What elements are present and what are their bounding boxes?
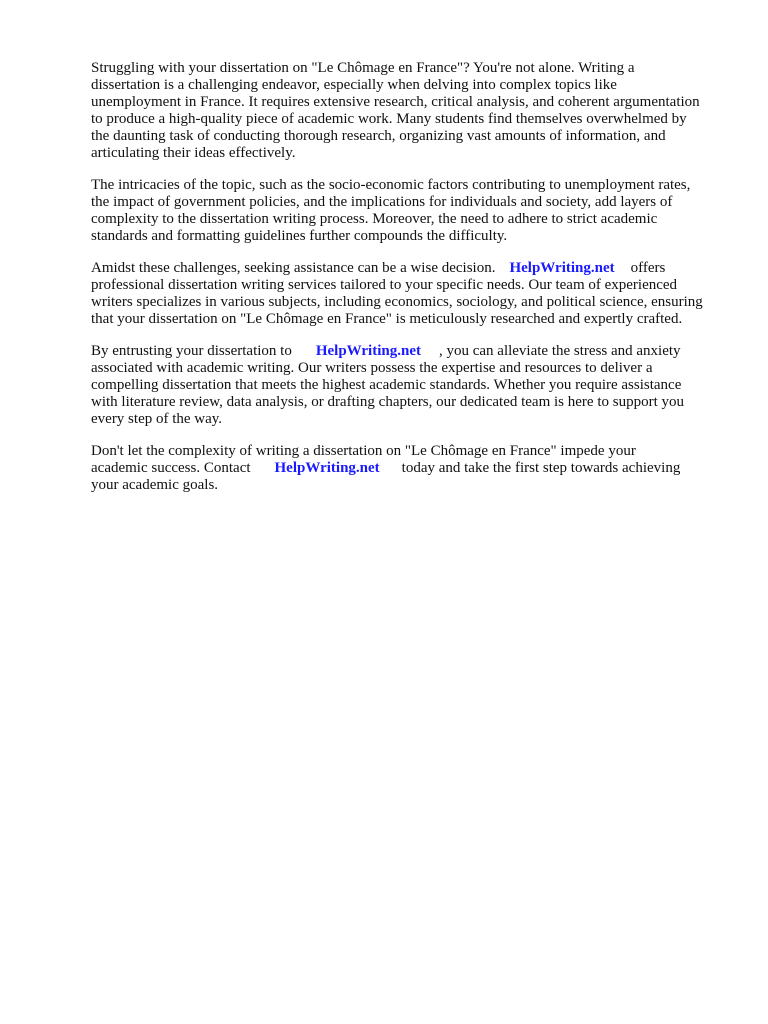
text-line: to produce a high-quality piece of academic work. Many students find themselves overwhelmed by bbox=[91, 111, 687, 127]
text-line: dissertation is a challenging endeavor, especially when delving into complex topics like bbox=[91, 77, 617, 93]
text-line: with literature review, data analysis, or drafting chapters, our dedicated team is here to support you bbox=[91, 394, 684, 410]
text-fragment: Amidst these challenges, seeking assistance can be a wise decision. bbox=[91, 260, 496, 276]
text-line: compelling dissertation that meets the highest academic standards. Whether you require assistance bbox=[91, 377, 682, 393]
text-line bbox=[91, 343, 731, 360]
text-line: Don't let the complexity of writing a dissertation on "Le Chômage en France" impede your bbox=[91, 443, 636, 459]
text-fragment: By entrusting your dissertation to bbox=[91, 343, 292, 359]
paragraph-intricacies bbox=[91, 177, 731, 245]
text-line: writers specializes in various subjects, including economics, sociology, and political science, ensuring bbox=[91, 294, 703, 310]
text-line: your academic goals. bbox=[91, 477, 219, 493]
text-line: the impact of government policies, and the implications for individuals and society, add layers of bbox=[91, 194, 673, 210]
text-fragment: today and take the first step towards achieving bbox=[401, 460, 681, 476]
helpwriting-link[interactable]: HelpWriting.net bbox=[509, 260, 615, 276]
helpwriting-link[interactable]: HelpWriting.net bbox=[315, 343, 421, 359]
text-line: Struggling with your dissertation on "Le Chômage en France"? You're not alone. Writing a bbox=[91, 60, 635, 76]
text-line: associated with academic writing. Our writers possess the expertise and resources to deliver a bbox=[91, 360, 653, 376]
text-line: the daunting task of conducting thorough research, organizing vast amounts of information, and bbox=[91, 128, 666, 144]
paragraph-entrusting bbox=[91, 343, 731, 428]
text-fragment: academic success. Contact bbox=[91, 460, 251, 476]
text-line: complexity to the dissertation writing process. Moreover, the need to adhere to strict academic bbox=[91, 211, 658, 227]
paragraph-assistance bbox=[91, 260, 731, 328]
text-fragment: offers bbox=[630, 260, 666, 276]
text-line: that your dissertation on "Le Chômage en France" is meticulously researched and expertly crafted. bbox=[91, 311, 683, 327]
paragraph-intro bbox=[91, 60, 731, 162]
document-page bbox=[91, 60, 731, 509]
text-line: standards and formatting guidelines further compounds the difficulty. bbox=[91, 228, 508, 244]
paragraph-closing bbox=[91, 443, 731, 494]
text-line: professional dissertation writing services tailored to your specific needs. Our team of experienced bbox=[91, 277, 678, 293]
text-line: The intricacies of the topic, such as the socio-economic factors contributing to unemployment rates, bbox=[91, 177, 691, 193]
text-line bbox=[91, 460, 731, 477]
helpwriting-link[interactable]: HelpWriting.net bbox=[274, 460, 380, 476]
text-line: unemployment in France. It requires extensive research, critical analysis, and coherent argumentation bbox=[91, 94, 700, 110]
text-line: every step of the way. bbox=[91, 411, 223, 427]
text-line bbox=[91, 260, 731, 277]
text-line: articulating their ideas effectively. bbox=[91, 145, 296, 161]
text-fragment: , you can alleviate the stress and anxiety bbox=[438, 343, 681, 359]
